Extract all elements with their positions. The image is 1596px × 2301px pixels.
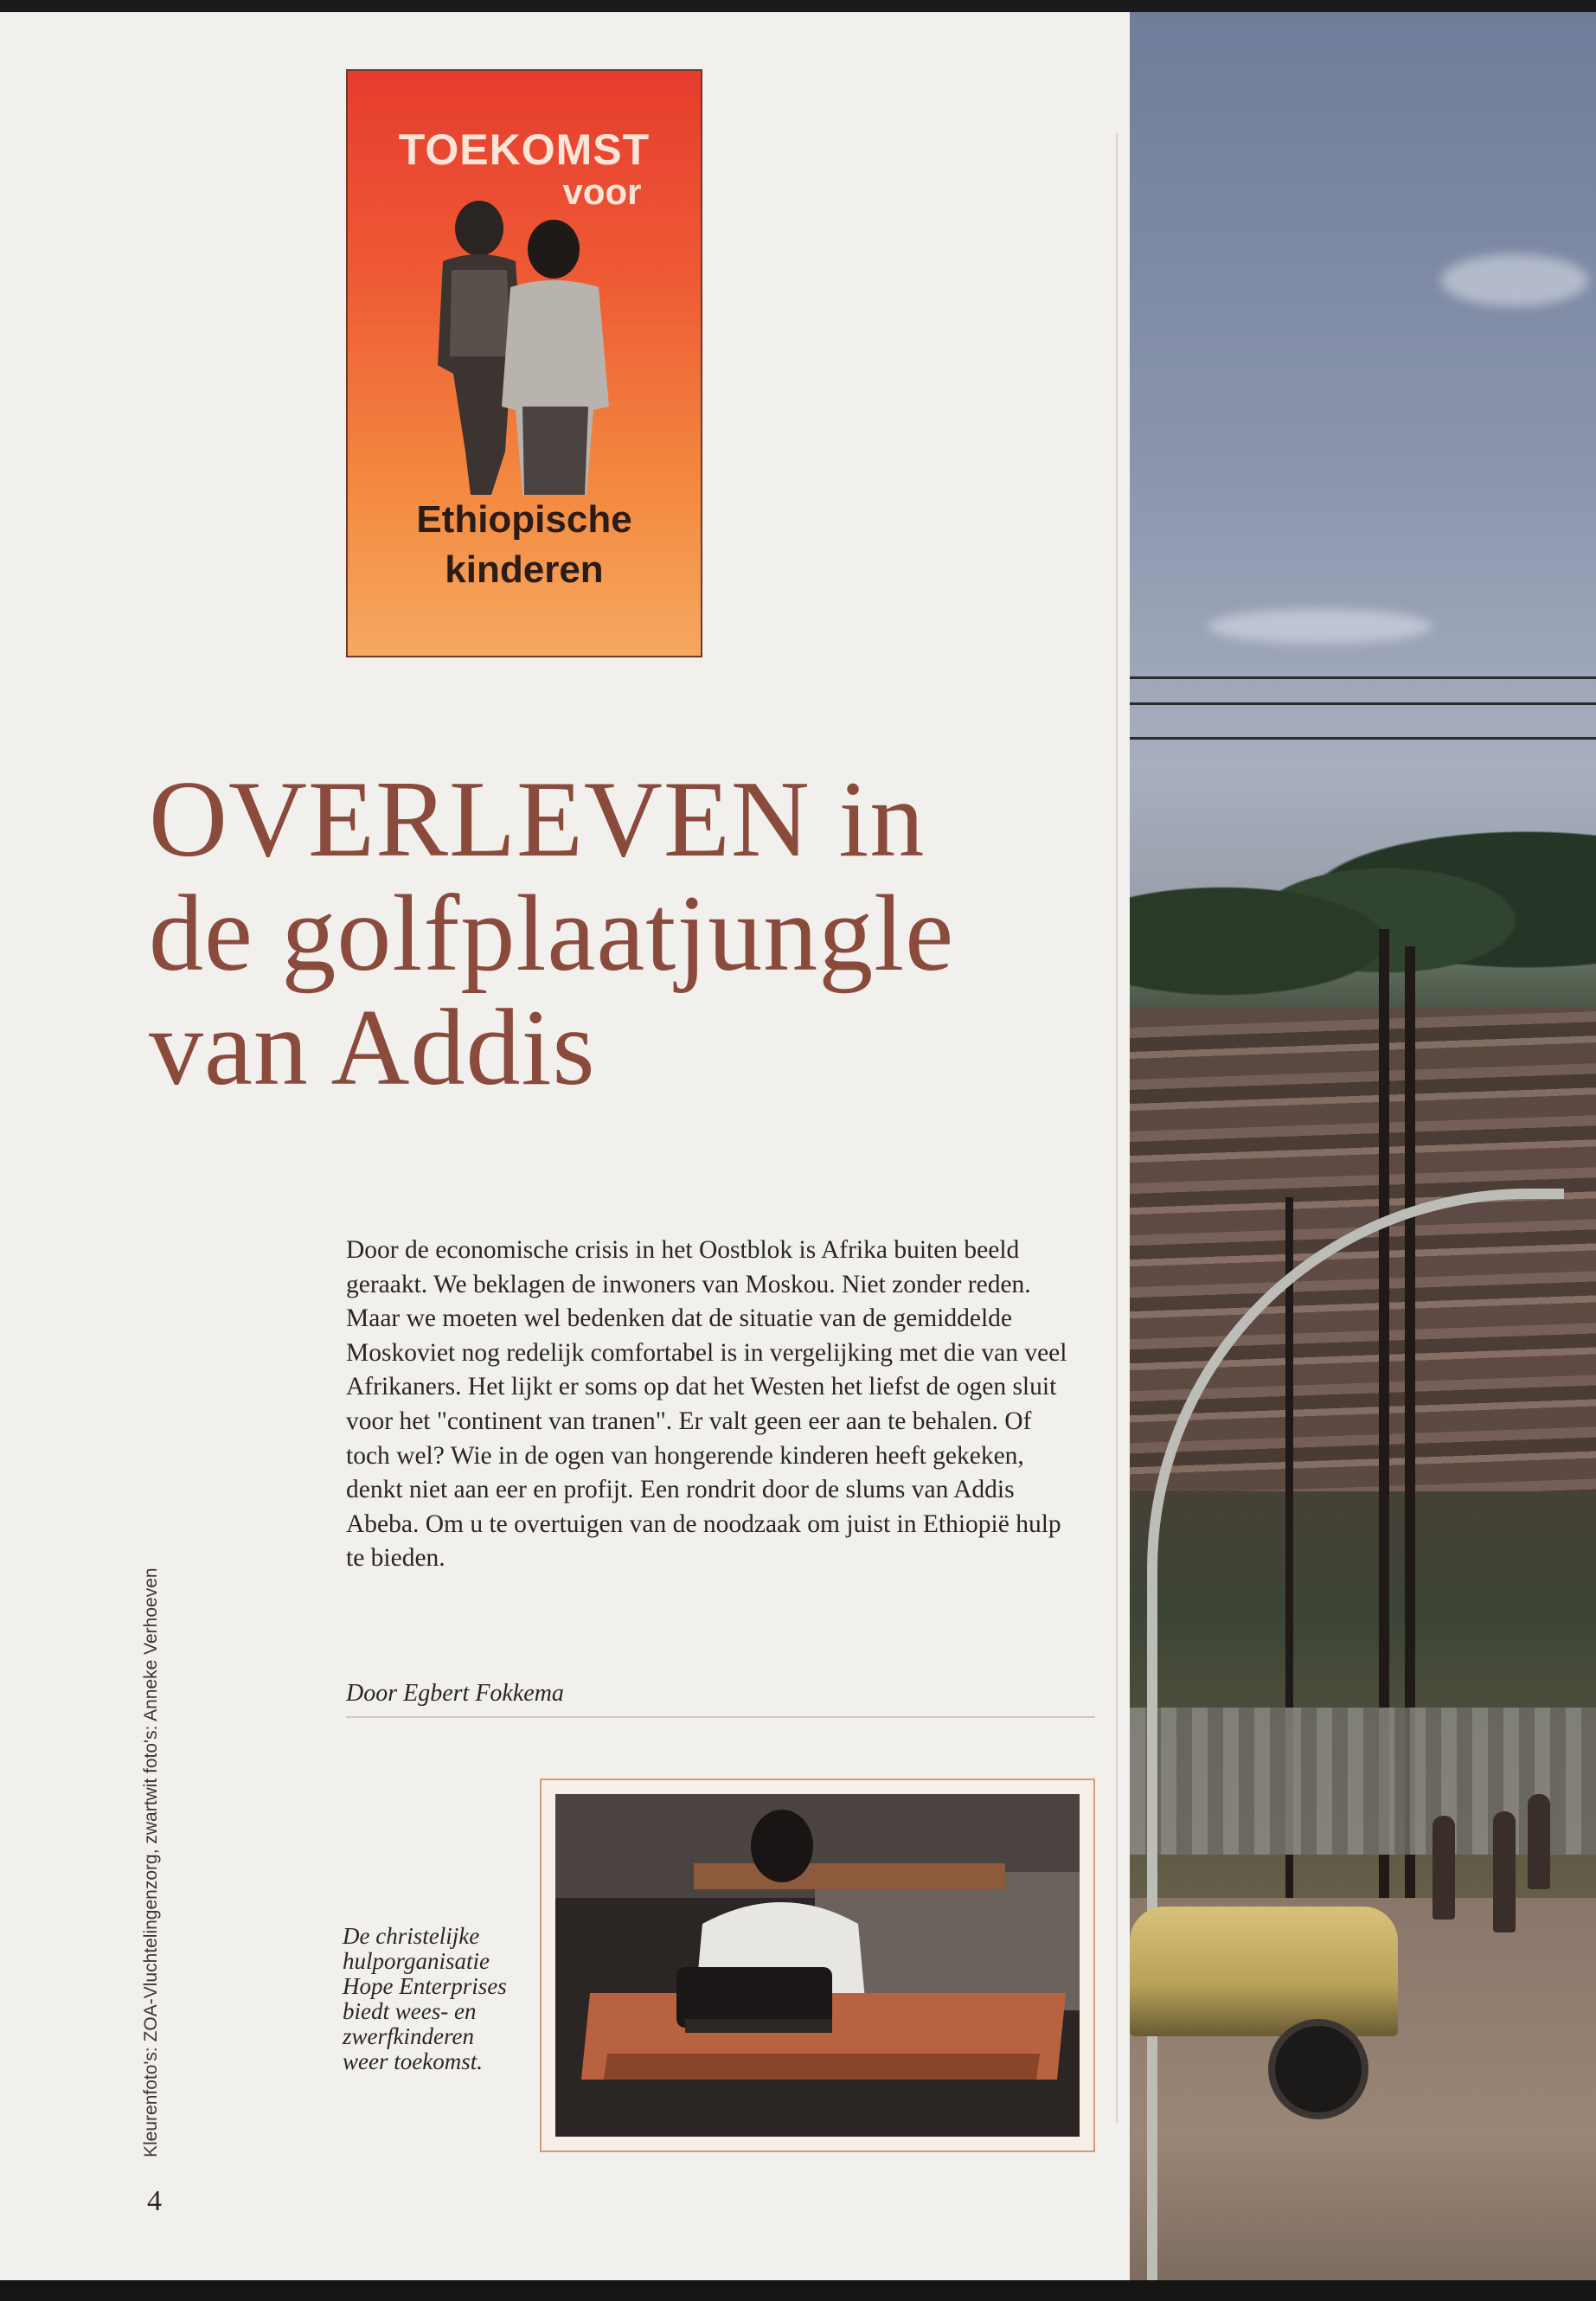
children-photo <box>408 192 625 495</box>
cover-subtitle-kinderen: kinderen <box>445 548 604 591</box>
pedestrian <box>1433 1816 1455 1920</box>
scan-border <box>0 2280 1596 2301</box>
pedestrian <box>1493 1811 1516 1932</box>
headline-line-2: de golfplaatjungle <box>149 874 955 994</box>
power-line <box>1130 676 1596 679</box>
page-number: 4 <box>147 2185 162 2217</box>
photo-frame <box>540 1779 1095 2152</box>
power-line <box>1130 702 1596 705</box>
pedestrian <box>1528 1794 1550 1889</box>
covered-cart <box>1130 1907 1398 2036</box>
cover-inset-box <box>346 69 702 657</box>
cover-title-voor: voor <box>562 171 642 212</box>
article-headline <box>149 760 1118 1108</box>
cover-title-toekomst: TOEKOMST <box>398 125 651 174</box>
addis-street-photo <box>1130 12 1596 2292</box>
divider <box>346 1716 1095 1718</box>
sewing-machine-photo <box>555 1794 1080 2137</box>
cart-wheel <box>1268 2019 1368 2119</box>
photo-caption: De christelijke hulporganisatie Hope Enterprises biedt wees- en zwerfkinderen weer toekomst. <box>343 1923 507 2074</box>
intro-paragraph: Door de economische crisis in het Oostblok is Afrika buiten beeld geraakt. We beklagen de inwoners van Moskou. Niet zonder reden. Maar we moeten wel bedenken dat de situatie van de gemiddelde Moskoviet nog redelijk comfortabel is in vergelijking met die van veel Afrikaners. Het lijkt er soms op dat het Westen het liefst de ogen sluit voor het "continent van tranen". Er valt geen eer aan te behalen. Of toch wel? Wie in de ogen van hongerende kinderen heeft gekeken, denkt niet aan eer en profijt. Een rondrit door de slums van Addis Abeba. Om u te overtuigen van de noodzaak om juist in Ethiopië hulp te bieden. <box>346 1236 1067 1573</box>
power-line <box>1130 737 1596 740</box>
photo-cloud <box>1441 254 1588 306</box>
author-byline: Door Egbert Fokkema <box>346 1680 564 1707</box>
cover-subtitle-ethiopische: Ethiopische <box>416 498 632 541</box>
photo-credit: Kleurenfoto's: ZOA-Vluchtelingenzorg, zwartwit foto's: Anneke Verhoeven <box>141 1567 161 2157</box>
headline-line-1: OVERLEVEN in <box>149 760 926 880</box>
magazine-page <box>0 12 1596 2292</box>
photo-cloud <box>1208 609 1433 644</box>
column-rule <box>1116 133 1118 2123</box>
headline-line-3: van Addis <box>149 988 596 1108</box>
photo-trees <box>1130 817 1596 1024</box>
